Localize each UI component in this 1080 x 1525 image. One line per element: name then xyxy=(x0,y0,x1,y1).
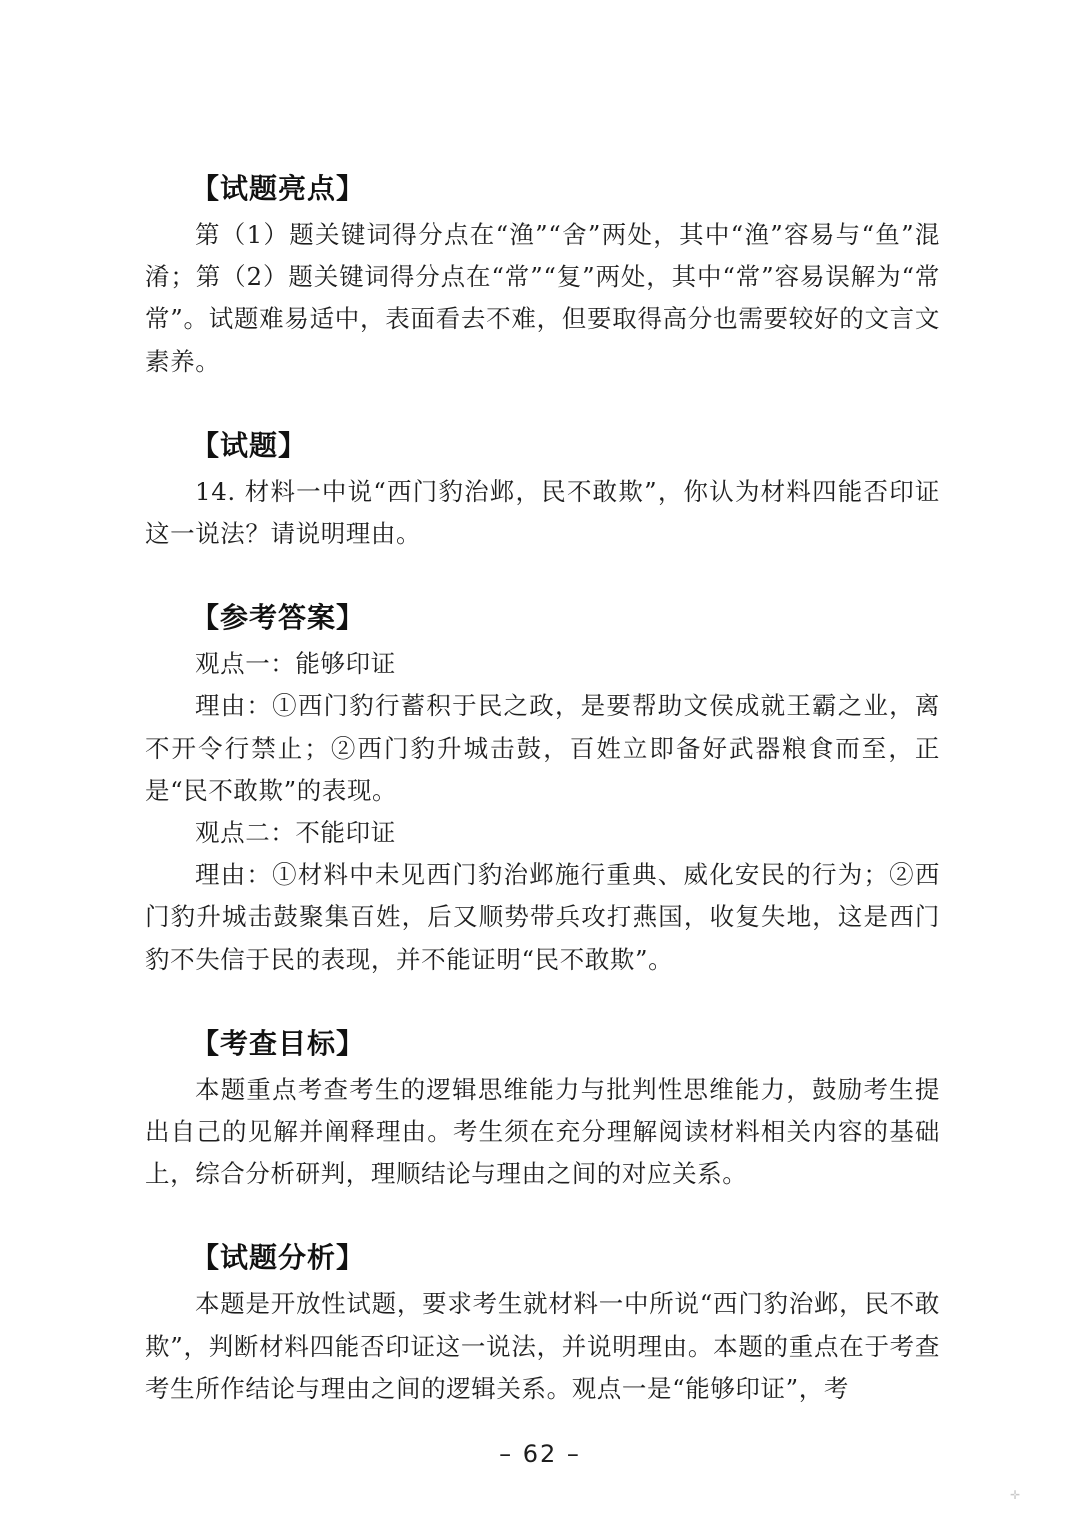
paragraph: 理由：①材料中未见西门豹治邺施行重典、威化安民的行为；②西门豹升城击鼓聚集百姓，后又顺势带兵攻打燕国，收复失地，这是西门豹不失信于民的表现，并不能证明“民不敢欺”。 xyxy=(145,860,940,974)
section-objective xyxy=(145,1023,940,1196)
paragraph: 观点二：不能印证 xyxy=(195,818,396,848)
section-highlights xyxy=(145,168,940,383)
paragraph: 本题是开放性试题，要求考生就材料一中所说“西门豹治邺，民不敢欺”，判断材料四能否印证这一说法，并说明理由。本题的重点在于考查考生所作结论与理由之间的逻辑关系。观点一是“能够印证”，考 xyxy=(145,1289,940,1403)
document-page xyxy=(145,168,940,1410)
scan-corner-mark-icon: ✛ xyxy=(1010,1488,1021,1502)
paragraph: 理由：①西门豹行蓄积于民之政，是要帮助文侯成就王霸之业，离不开令行禁止；②西门豹升城击鼓，百姓立即备好武器粮食而至，正是“民不敢欺”的表现。 xyxy=(145,691,940,805)
paragraph: 14. 材料一中说“西门豹治邺，民不敢欺”，你认为材料四能否印证这一说法？请说明理由。 xyxy=(145,476,940,549)
paragraph: 第（1）题关键词得分点在“渔”“舍”两处，其中“渔”容易与“鱼”混淆；第（2）题关键词得分点在“常”“复”两处，其中“常”容易误解为“常常”。试题难易适中，表面看去不难，但要取得高分也需要较好的文言文素养。 xyxy=(145,220,940,376)
paragraph: 观点一：能够印证 xyxy=(195,649,396,679)
section-question xyxy=(145,425,940,555)
section-heading: 【试题分析】 xyxy=(191,1241,366,1275)
section-reference-answer xyxy=(145,597,940,981)
page-number: – 62 – xyxy=(499,1440,581,1468)
section-analysis xyxy=(145,1237,940,1410)
section-heading: 【考查目标】 xyxy=(191,1026,366,1060)
section-heading: 【试题】 xyxy=(191,428,308,462)
section-heading: 【参考答案】 xyxy=(191,601,366,635)
paragraph: 本题重点考查考生的逻辑思维能力与批判性思维能力，鼓励考生提出自己的见解并阐释理由。考生须在充分理解阅读材料相关内容的基础上，综合分析研判，理顺结论与理由之间的对应关系。 xyxy=(145,1074,940,1189)
section-heading: 【试题亮点】 xyxy=(191,172,366,205)
